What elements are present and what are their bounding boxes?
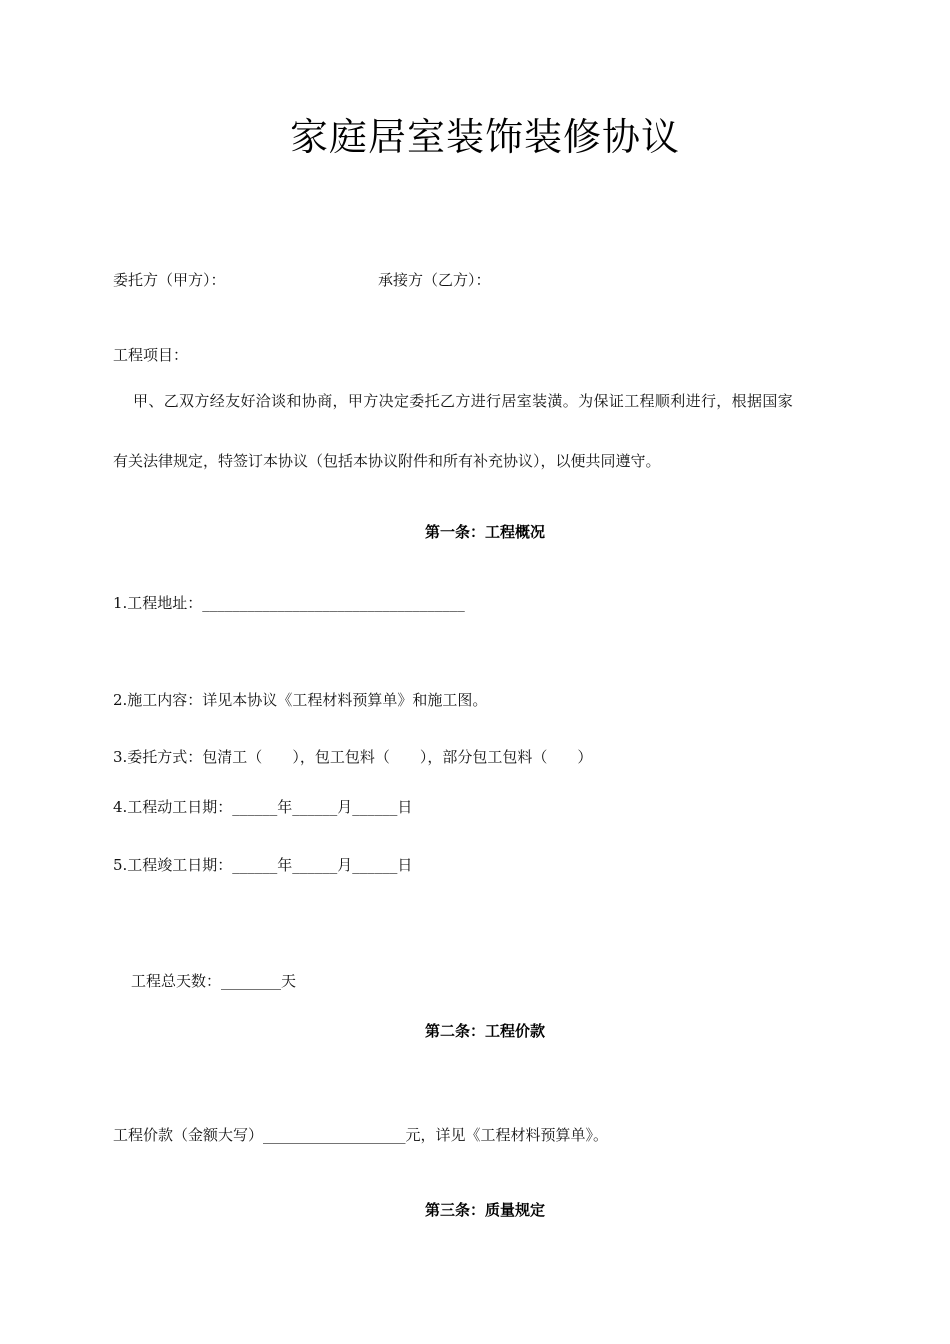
completion-date-line: 5.工程竣工日期：______年______月______日 — [113, 856, 413, 874]
article-2-heading: 第二条：工程价款 — [424, 1022, 545, 1040]
start-date-line: 4.工程动工日期：______年______月______日 — [113, 798, 413, 816]
construction-content-line: 2.施工内容：详见本协议《工程材料预算单》和施工图。 — [113, 691, 488, 709]
contractor-party-label: 承接方（乙方）： — [378, 271, 491, 289]
article-1-heading: 第一条：工程概况 — [424, 523, 545, 541]
client-party-label: 委托方（甲方）： — [113, 271, 226, 289]
intro-paragraph-line-1: 甲、乙双方经友好洽谈和协商，甲方决定委托乙方进行居室装潢。为保证工程顺利进行，根据国家 — [133, 392, 794, 410]
project-price-line: 工程价款（金额大写）___________________元，详见《工程材料预算单》。 — [113, 1126, 609, 1144]
project-address-line: 1.工程地址：___________________________________ — [113, 594, 465, 612]
commission-method-line: 3.委托方式：包清工（ ），包工包料（ ），部分包工包料（ ） — [113, 748, 593, 766]
document-title: 家庭居室装饰装修协议 — [289, 115, 680, 159]
project-item-label: 工程项目： — [113, 346, 189, 364]
total-days-line: 工程总天数：________天 — [131, 972, 297, 990]
article-3-heading: 第三条：质量规定 — [424, 1201, 545, 1219]
intro-paragraph-line-2: 有关法律规定，特签订本协议（包括本协议附件和所有补充协议），以便共同遵守。 — [113, 452, 661, 470]
